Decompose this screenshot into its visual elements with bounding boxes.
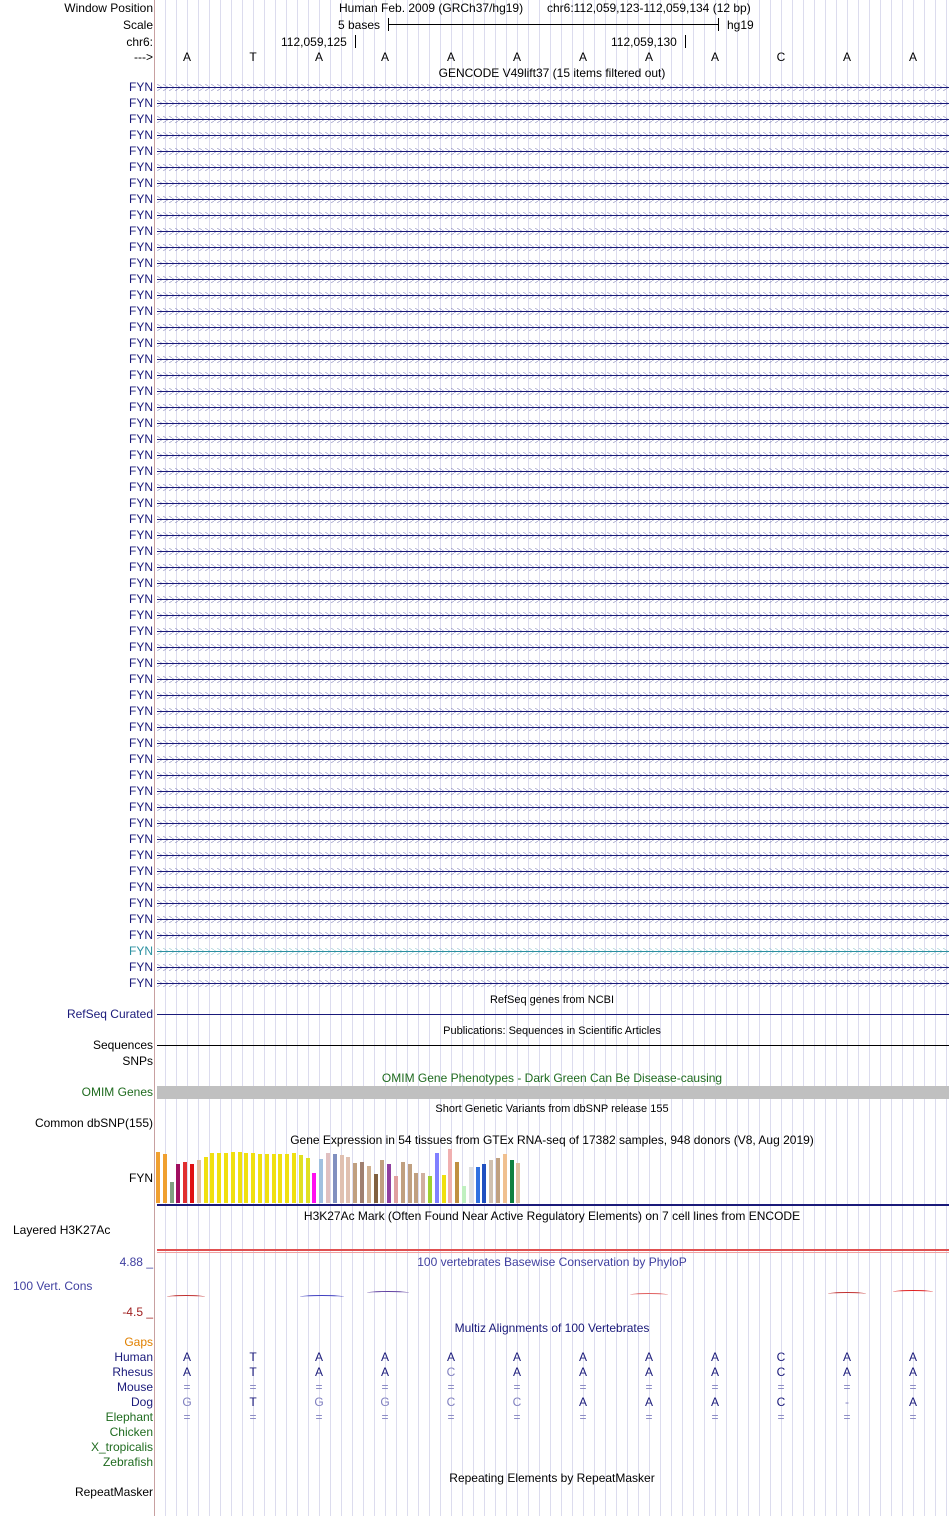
gtex-tissue-bar[interactable] — [455, 1162, 459, 1203]
gencode-transcript-line[interactable] — [157, 711, 949, 713]
gencode-transcript-line[interactable] — [157, 503, 949, 505]
gencode-transcript-line[interactable] — [157, 807, 949, 809]
alignment-base: = — [843, 1410, 851, 1424]
publications-label[interactable]: Sequences — [92, 1038, 153, 1052]
gencode-transcript-label[interactable]: FYN — [129, 688, 153, 702]
gencode-transcript-label[interactable]: FYN — [129, 912, 153, 926]
gtex-tissue-bar[interactable] — [204, 1157, 208, 1203]
gencode-transcript-label[interactable]: FYN — [129, 144, 153, 158]
track-left-edge — [154, 0, 155, 1516]
dbsnp-label[interactable]: Common dbSNP(155) — [34, 1116, 153, 1130]
gencode-transcript-line[interactable] — [157, 487, 949, 489]
species-label[interactable]: Human — [114, 1350, 153, 1364]
base-letter: A — [380, 50, 390, 64]
gencode-transcript-label[interactable]: FYN — [129, 624, 153, 638]
gtex-tissue-bar[interactable] — [435, 1153, 439, 1203]
alignment-base: G — [314, 1395, 324, 1409]
gencode-transcript-line[interactable] — [157, 87, 949, 89]
gencode-transcript-label[interactable]: FYN — [129, 928, 153, 942]
publications-line[interactable] — [157, 1045, 949, 1046]
alignment-base: = — [909, 1380, 917, 1394]
alignment-base: A — [578, 1365, 588, 1379]
gencode-transcript-label[interactable]: FYN — [129, 320, 153, 334]
base-letter: A — [314, 50, 324, 64]
gencode-transcript-line[interactable] — [157, 839, 949, 841]
window-position-value[interactable]: chr6:112,059,123-112,059,134 (12 bp) — [547, 1, 751, 15]
gencode-transcript-label[interactable]: FYN — [129, 400, 153, 414]
gtex-tissue-bar[interactable] — [285, 1154, 289, 1203]
alignment-base: A — [182, 1350, 192, 1364]
gencode-transcript-line[interactable] — [157, 679, 949, 681]
gtex-tissue-bar[interactable] — [333, 1154, 337, 1203]
alignment-base: = — [183, 1410, 191, 1424]
gtex-tissue-bar[interactable] — [170, 1182, 174, 1203]
gencode-transcript-label[interactable]: FYN — [129, 736, 153, 750]
gencode-transcript-label[interactable]: FYN — [129, 432, 153, 446]
gencode-transcript-line[interactable] — [157, 423, 949, 425]
assembly-name[interactable]: Human Feb. 2009 (GRCh37/hg19) — [339, 1, 524, 15]
alignment-base: = — [315, 1380, 323, 1394]
gtex-tissue-bar[interactable] — [401, 1162, 405, 1203]
gtex-tissue-bar[interactable] — [442, 1175, 446, 1203]
alignment-base: = — [315, 1410, 323, 1424]
gtex-tissue-bar[interactable] — [489, 1160, 493, 1203]
gencode-transcript-line[interactable] — [157, 919, 949, 921]
gencode-transcript-label[interactable]: FYN — [129, 96, 153, 110]
alignment-base: = — [579, 1380, 587, 1394]
gtex-tissue-bar[interactable] — [516, 1163, 520, 1203]
gencode-transcript-line[interactable] — [157, 855, 949, 857]
gencode-transcript-label[interactable]: FYN — [129, 960, 153, 974]
alignment-base: = — [777, 1410, 785, 1424]
gencode-transcript-line[interactable] — [157, 695, 949, 697]
alignment-base: T — [249, 1365, 257, 1379]
alignment-base: = — [447, 1410, 455, 1424]
alignment-base: = — [711, 1410, 719, 1424]
alignment-base: A — [314, 1350, 324, 1364]
gencode-transcript-line[interactable] — [157, 151, 949, 153]
alignment-base: A — [380, 1365, 390, 1379]
alignment-base: A — [182, 1365, 192, 1379]
gencode-transcript-label[interactable]: FYN — [129, 720, 153, 734]
gencode-transcript-label[interactable]: FYN — [129, 208, 153, 222]
base-letter: A — [446, 50, 456, 64]
gencode-transcript-line[interactable] — [157, 599, 949, 601]
gencode-transcript-label[interactable]: FYN — [129, 832, 153, 846]
alignment-base: A — [710, 1350, 720, 1364]
gtex-tissue-bar[interactable] — [217, 1153, 221, 1203]
alignment-base: A — [710, 1365, 720, 1379]
species-label[interactable]: Chicken — [109, 1425, 153, 1439]
alignment-base: A — [908, 1350, 918, 1364]
strand-arrow-label: ---> — [134, 50, 153, 64]
gencode-transcript-label[interactable]: FYN — [129, 368, 153, 382]
coord-tick-left: 112,059,125 — [281, 35, 347, 49]
alignment-base: A — [842, 1365, 852, 1379]
gtex-tissue-bar[interactable] — [238, 1152, 242, 1203]
gencode-transcript-line[interactable] — [157, 647, 949, 649]
gencode-title[interactable]: GENCODE V49lift37 (15 items filtered out) — [438, 66, 666, 80]
gtex-tissue-bar[interactable] — [292, 1153, 296, 1203]
gtex-tissue-bar[interactable] — [367, 1166, 371, 1203]
gencode-transcript-label[interactable]: FYN — [129, 576, 153, 590]
coord-tick-right: 112,059,130 — [611, 35, 677, 49]
gencode-transcript-line[interactable] — [157, 327, 949, 329]
gtex-tissue-bar[interactable] — [394, 1176, 398, 1203]
gaps-label: Gaps — [124, 1335, 153, 1349]
gencode-transcript-label[interactable]: FYN — [129, 944, 153, 958]
gencode-transcript-label[interactable]: FYN — [129, 272, 153, 286]
gencode-transcript-label[interactable]: FYN — [129, 176, 153, 190]
gencode-transcript-line[interactable] — [157, 103, 949, 105]
scale-bar-right-tick — [718, 18, 719, 31]
gencode-transcript-line[interactable] — [157, 823, 949, 825]
gencode-transcript-label[interactable]: FYN — [129, 496, 153, 510]
base-letter: A — [908, 50, 918, 64]
phylop-score-mark — [893, 1290, 933, 1294]
snps-label[interactable]: SNPs — [122, 1054, 153, 1068]
gtex-tissue-bar[interactable] — [183, 1162, 187, 1203]
gtex-tissue-bar[interactable] — [380, 1160, 384, 1203]
alignment-base: = — [513, 1380, 521, 1394]
gtex-tissue-bar[interactable] — [503, 1154, 507, 1203]
alignment-base: A — [578, 1350, 588, 1364]
gtex-tissue-bar[interactable] — [469, 1167, 473, 1203]
base-letter: A — [710, 50, 720, 64]
gencode-transcript-label[interactable]: FYN — [129, 288, 153, 302]
gtex-tissue-bar[interactable] — [306, 1158, 310, 1203]
species-label[interactable]: Dog — [130, 1395, 153, 1409]
alignment-base: A — [644, 1365, 654, 1379]
gtex-tissue-bar[interactable] — [428, 1176, 432, 1203]
gtex-tissue-bar[interactable] — [414, 1173, 418, 1203]
gtex-tissue-bar[interactable] — [510, 1160, 514, 1203]
gencode-transcript-line[interactable] — [157, 727, 949, 729]
gencode-transcript-line[interactable] — [157, 343, 949, 345]
gencode-transcript-label[interactable]: FYN — [129, 304, 153, 318]
gencode-transcript-line[interactable] — [157, 743, 949, 745]
alignment-base: C — [512, 1395, 522, 1409]
window-position-label: Window Position — [64, 1, 153, 15]
alignment-base: = — [711, 1380, 719, 1394]
gencode-transcript-label[interactable]: FYN — [129, 336, 153, 350]
gencode-transcript-line[interactable] — [157, 551, 949, 553]
gtex-title[interactable]: Gene Expression in 54 tissues from GTEx RNA-seq of 17382 samples, 948 donors (V8, Aug 2019) — [290, 1133, 814, 1147]
gencode-transcript-line[interactable] — [157, 279, 949, 281]
alignment-base: A — [380, 1350, 390, 1364]
base-letter: A — [512, 50, 522, 64]
gencode-transcript-label[interactable]: FYN — [129, 640, 153, 654]
gencode-transcript-line[interactable] — [157, 215, 949, 217]
gencode-transcript-label[interactable]: FYN — [129, 512, 153, 526]
phylop-score-mark — [828, 1292, 866, 1296]
gencode-transcript-line[interactable] — [157, 967, 949, 969]
gtex-tissue-bar[interactable] — [265, 1154, 269, 1203]
gencode-transcript-label[interactable]: FYN — [129, 256, 153, 270]
gtex-tissue-bar[interactable] — [462, 1186, 466, 1203]
coord-tick-right-mark — [685, 35, 686, 48]
alignment-base: A — [644, 1395, 654, 1409]
gencode-transcript-line[interactable] — [157, 871, 949, 873]
phylop-max: 4.88 _ — [119, 1255, 153, 1269]
gencode-transcript-line[interactable] — [157, 295, 949, 297]
gtex-tissue-bar[interactable] — [163, 1154, 167, 1203]
alignment-base: = — [579, 1410, 587, 1424]
gtex-tissue-bar[interactable] — [482, 1164, 486, 1203]
gencode-transcript-line[interactable] — [157, 567, 949, 569]
base-letter: C — [776, 50, 786, 64]
gtex-tissue-bar[interactable] — [299, 1155, 303, 1203]
gtex-tissue-bar[interactable] — [326, 1153, 330, 1203]
gencode-transcript-line[interactable] — [157, 951, 949, 953]
gencode-transcript-label[interactable]: FYN — [129, 592, 153, 606]
gtex-gene-line — [157, 1204, 949, 1206]
coord-tick-left-mark — [355, 35, 356, 48]
refseq-gene-line[interactable] — [157, 1014, 949, 1015]
gtex-tissue-bar[interactable] — [340, 1155, 344, 1203]
gencode-transcript-line[interactable] — [157, 311, 949, 313]
species-label[interactable]: Elephant — [105, 1410, 153, 1424]
gencode-transcript-label[interactable]: FYN — [129, 464, 153, 478]
base-letter: A — [578, 50, 588, 64]
phylop-min: -4.5 _ — [122, 1305, 153, 1319]
gencode-transcript-label[interactable]: FYN — [129, 704, 153, 718]
gencode-transcript-label[interactable]: FYN — [129, 976, 153, 990]
gencode-transcript-label[interactable]: FYN — [129, 192, 153, 206]
gtex-tissue-bar[interactable] — [448, 1149, 452, 1203]
phylop-score-mark — [630, 1293, 668, 1297]
gencode-transcript-label[interactable]: FYN — [129, 80, 153, 94]
alignment-base: = — [381, 1410, 389, 1424]
gencode-transcript-label[interactable]: FYN — [129, 656, 153, 670]
phylop-label[interactable]: 100 Vert. Cons — [13, 1279, 93, 1293]
gtex-tissue-bar[interactable] — [476, 1167, 480, 1203]
gencode-transcript-label[interactable]: FYN — [129, 816, 153, 830]
alignment-base: = — [447, 1380, 455, 1394]
alignment-base: A — [710, 1395, 720, 1409]
multiz-title[interactable]: Multiz Alignments of 100 Vertebrates — [454, 1321, 650, 1335]
gtex-tissue-bar[interactable] — [176, 1164, 180, 1203]
base-letter: A — [644, 50, 654, 64]
gencode-transcript-label[interactable]: FYN — [129, 480, 153, 494]
gencode-transcript-label[interactable]: FYN — [129, 784, 153, 798]
gtex-tissue-bar[interactable] — [278, 1154, 282, 1203]
gencode-transcript-label[interactable]: FYN — [129, 880, 153, 894]
omim-feature-block[interactable] — [157, 1086, 949, 1099]
alignment-base: T — [249, 1350, 257, 1364]
phylop-score-mark — [367, 1291, 409, 1295]
gencode-transcript-line[interactable] — [157, 455, 949, 457]
alignment-base: A — [512, 1350, 522, 1364]
alignment-base: = — [249, 1380, 257, 1394]
gtex-tissue-bar[interactable] — [244, 1153, 248, 1203]
gencode-transcript-line[interactable] — [157, 535, 949, 537]
gencode-transcript-label[interactable]: FYN — [129, 608, 153, 622]
base-letter: A — [842, 50, 852, 64]
gencode-transcript-label[interactable]: FYN — [129, 864, 153, 878]
gencode-transcript-label[interactable]: FYN — [129, 560, 153, 574]
gtex-tissue-bar[interactable] — [387, 1164, 391, 1203]
gencode-transcript-line[interactable] — [157, 407, 949, 409]
gencode-transcript-label[interactable]: FYN — [129, 352, 153, 366]
gencode-transcript-label[interactable]: FYN — [129, 224, 153, 238]
scale-bar-left-tick — [388, 18, 389, 31]
gtex-tissue-bar[interactable] — [210, 1153, 214, 1203]
gencode-transcript-label[interactable]: FYN — [129, 896, 153, 910]
refseq-label[interactable]: RefSeq Curated — [66, 1007, 153, 1021]
gencode-transcript-label[interactable]: FYN — [129, 384, 153, 398]
gencode-transcript-line[interactable] — [157, 231, 949, 233]
alignment-base: A — [644, 1350, 654, 1364]
gencode-transcript-line[interactable] — [157, 631, 949, 633]
gencode-transcript-line[interactable] — [157, 135, 949, 137]
species-label[interactable]: Mouse — [116, 1380, 153, 1394]
alignment-base: = — [645, 1380, 653, 1394]
gtex-tissue-bar[interactable] — [408, 1164, 412, 1203]
gencode-transcript-label[interactable]: FYN — [129, 768, 153, 782]
gtex-tissue-bar[interactable] — [319, 1159, 323, 1203]
alignment-base: = — [909, 1410, 917, 1424]
scale-db: hg19 — [727, 18, 754, 32]
gencode-transcript-label[interactable]: FYN — [129, 800, 153, 814]
alignment-base: A — [578, 1395, 588, 1409]
dbsnp-title[interactable]: Short Genetic Variants from dbSNP release 155 — [435, 1103, 669, 1115]
gencode-transcript-line[interactable] — [157, 759, 949, 761]
alignment-base: = — [513, 1410, 521, 1424]
publications-title[interactable]: Publications: Sequences in Scientific Articles — [443, 1025, 661, 1037]
h3k27ac-signal-line-2 — [157, 1252, 949, 1253]
alignment-base: A — [908, 1395, 918, 1409]
alignment-base: = — [381, 1380, 389, 1394]
gencode-transcript-label[interactable]: FYN — [129, 848, 153, 862]
gencode-transcript-line[interactable] — [157, 199, 949, 201]
gencode-transcript-label[interactable]: FYN — [129, 448, 153, 462]
alignment-base: A — [908, 1365, 918, 1379]
gencode-transcript-line[interactable] — [157, 263, 949, 265]
gtex-tissue-bar[interactable] — [224, 1153, 228, 1203]
omim-title[interactable]: OMIM Gene Phenotypes - Dark Green Can Be Disease-causing — [381, 1071, 723, 1085]
alignment-base: T — [249, 1395, 257, 1409]
base-letter: T — [249, 50, 257, 64]
species-label[interactable]: Rhesus — [112, 1365, 153, 1379]
gencode-transcript-line[interactable] — [157, 615, 949, 617]
scale-text: 5 bases — [338, 18, 381, 32]
gtex-tissue-bar[interactable] — [312, 1173, 316, 1203]
base-letter: A — [182, 50, 192, 64]
alignment-base: C — [446, 1395, 456, 1409]
gtex-tissue-bar[interactable] — [231, 1152, 235, 1203]
gtex-bar-chart[interactable] — [156, 1148, 556, 1203]
alignment-base: G — [380, 1395, 390, 1409]
alignment-base: C — [776, 1350, 786, 1364]
phylop-title[interactable]: 100 vertebrates Basewise Conservation by PhyloP — [417, 1255, 687, 1269]
gencode-transcript-line[interactable] — [157, 519, 949, 521]
gencode-transcript-line[interactable] — [157, 583, 949, 585]
alignment-base: A — [446, 1350, 456, 1364]
alignment-base: = — [645, 1410, 653, 1424]
h3k27ac-label[interactable]: Layered H3K27Ac — [13, 1223, 111, 1237]
gtex-tissue-bar[interactable] — [421, 1173, 425, 1203]
alignment-base: A — [314, 1365, 324, 1379]
alignment-base: A — [512, 1365, 522, 1379]
gencode-transcript-label[interactable]: FYN — [129, 672, 153, 686]
alignment-base: = — [249, 1410, 257, 1424]
gtex-label[interactable]: FYN — [129, 1171, 153, 1185]
alignment-base: C — [446, 1365, 456, 1379]
gencode-transcript-line[interactable] — [157, 247, 949, 249]
species-label[interactable]: Zebrafish — [102, 1455, 153, 1469]
gtex-tissue-bar[interactable] — [258, 1154, 262, 1203]
gencode-transcript-label[interactable]: FYN — [129, 112, 153, 126]
gencode-transcript-line[interactable] — [157, 183, 949, 185]
gtex-tissue-bar[interactable] — [360, 1162, 364, 1203]
gencode-transcript-label[interactable]: FYN — [129, 528, 153, 542]
gencode-transcript-label[interactable]: FYN — [129, 128, 153, 142]
gencode-transcript-line[interactable] — [157, 359, 949, 361]
alignment-base: - — [845, 1395, 849, 1409]
gtex-tissue-bar[interactable] — [496, 1158, 500, 1203]
alignment-base: G — [182, 1395, 192, 1409]
alignment-base: C — [776, 1365, 786, 1379]
gencode-transcript-label[interactable]: FYN — [129, 544, 153, 558]
alignment-base: = — [777, 1380, 785, 1394]
gencode-transcript-label[interactable]: FYN — [129, 752, 153, 766]
refseq-title[interactable]: RefSeq genes from NCBI — [489, 994, 615, 1006]
gtex-tissue-bar[interactable] — [346, 1157, 350, 1203]
omim-label[interactable]: OMIM Genes — [81, 1085, 153, 1099]
h3k27ac-title[interactable]: H3K27Ac Mark (Often Found Near Active Regulatory Elements) on 7 cell lines from ENCODE — [303, 1209, 801, 1223]
gencode-transcript-line[interactable] — [157, 439, 949, 441]
gencode-transcript-line[interactable] — [157, 791, 949, 793]
alignment-base: = — [183, 1380, 191, 1394]
gencode-transcript-line[interactable] — [157, 391, 949, 393]
gencode-transcript-label[interactable]: FYN — [129, 416, 153, 430]
gtex-tissue-bar[interactable] — [190, 1164, 194, 1203]
gencode-transcript-line[interactable] — [157, 167, 949, 169]
repeatmasker-label[interactable]: RepeatMasker — [74, 1485, 153, 1499]
gtex-tissue-bar[interactable] — [353, 1163, 357, 1203]
phylop-score-mark — [300, 1295, 344, 1299]
gencode-transcript-label[interactable]: FYN — [129, 160, 153, 174]
gtex-tissue-bar[interactable] — [272, 1154, 276, 1203]
gencode-transcript-line[interactable] — [157, 471, 949, 473]
alignment-base: = — [843, 1380, 851, 1394]
phylop-score-mark — [167, 1295, 205, 1299]
gencode-transcript-line[interactable] — [157, 375, 949, 377]
gtex-tissue-bar[interactable] — [197, 1160, 201, 1203]
h3k27ac-signal-line — [157, 1249, 949, 1251]
gencode-transcript-line[interactable] — [157, 935, 949, 937]
gencode-transcript-line[interactable] — [157, 887, 949, 889]
alignment-base: C — [776, 1395, 786, 1409]
scale-label: Scale — [122, 18, 153, 32]
scale-bar — [388, 24, 718, 25]
chrom-label: chr6: — [126, 35, 153, 49]
species-label[interactable]: X_tropicalis — [90, 1440, 153, 1454]
gtex-tissue-bar[interactable] — [156, 1152, 160, 1203]
gencode-transcript-line[interactable] — [157, 663, 949, 665]
gtex-tissue-bar[interactable] — [374, 1174, 378, 1203]
gencode-transcript-line[interactable] — [157, 903, 949, 905]
gencode-transcript-line[interactable] — [157, 983, 949, 985]
repeatmasker-title[interactable]: Repeating Elements by RepeatMasker — [449, 1471, 655, 1485]
alignment-base: A — [842, 1350, 852, 1364]
gencode-transcript-line[interactable] — [157, 775, 949, 777]
gtex-tissue-bar[interactable] — [251, 1153, 255, 1203]
gencode-transcript-label[interactable]: FYN — [129, 240, 153, 254]
gencode-transcript-line[interactable] — [157, 119, 949, 121]
